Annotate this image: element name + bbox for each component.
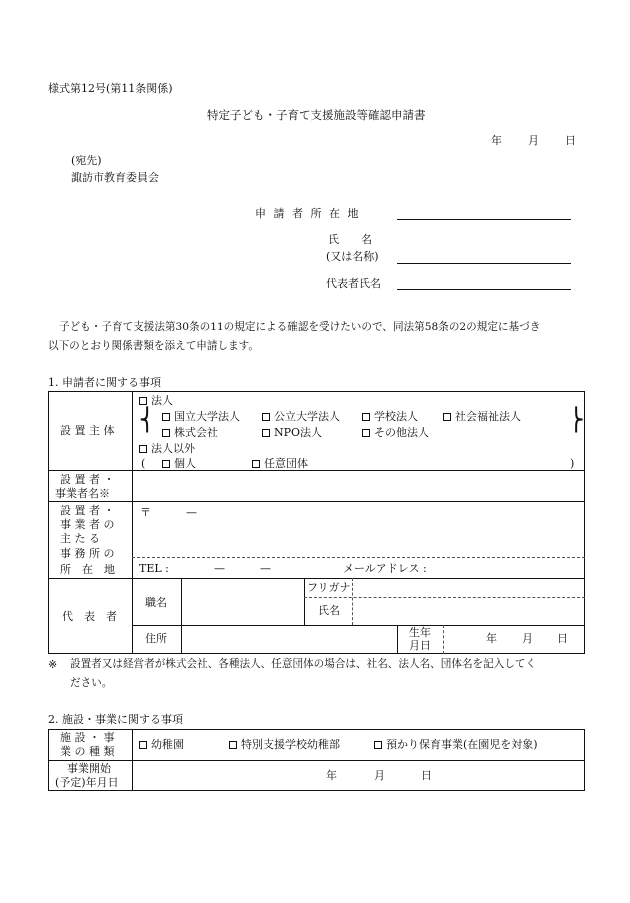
applicant-address-label: 申 請 者 所 在 地 (255, 207, 361, 220)
date-year: 年 (491, 134, 502, 147)
tel-dash-2: — (260, 562, 271, 575)
postal-mark-icon: 〒 (140, 506, 151, 519)
position-field[interactable] (183, 580, 302, 623)
corp-opt2[interactable]: 公立大学法人 (262, 411, 340, 422)
date-month: 月 (528, 134, 539, 147)
office-label-1: 設 置 者 ・ (60, 504, 115, 517)
intro-line-1: 子ども・子育て支援法第30条の11の規定による確認を受けたいので、同法第58条の2の規定に基づき (59, 321, 541, 333)
operator-name-label-2: 事業者名※ (55, 487, 110, 500)
checkbox-icon[interactable] (262, 429, 270, 437)
email-label: メールアドレス : (343, 562, 427, 575)
right-paren-icon: ) (570, 457, 575, 470)
tel-dash-1: — (214, 562, 225, 575)
checkbox-icon[interactable] (162, 429, 170, 437)
office-label-3: 主 た る (60, 532, 100, 545)
postal-dash: — (186, 506, 197, 519)
section1-label-col (132, 391, 133, 654)
note-mark: ※ (48, 658, 58, 671)
intro-line-2: 以下のとおり関係書類を添えて申請します。 (48, 340, 260, 352)
checkbox-icon[interactable] (374, 741, 382, 749)
note-line-2: ださい。 (70, 677, 113, 689)
birth-year: 年 (486, 632, 497, 645)
note-line-1: 設置者又は経営者が株式会社、各種法人、任意団体の場合は、社名、法人名、団体名を記入してく (70, 658, 537, 670)
type-opt3[interactable]: 預かり保育事業(在園児を対象) (374, 739, 538, 750)
addressee-label: (宛先) (71, 154, 102, 167)
corp-opt6[interactable]: NPO法人 (262, 427, 322, 438)
checkbox-icon[interactable] (262, 413, 270, 421)
noncorp-option[interactable]: 法人以外 (139, 443, 195, 454)
rep-name-field[interactable] (354, 599, 583, 623)
tel-label: TEL : (139, 562, 169, 575)
noncorp-opt1[interactable]: 個人 (162, 458, 196, 469)
applicant-rep-label: 代表者氏名 (326, 277, 381, 290)
applicant-address-line[interactable] (397, 219, 571, 220)
checkbox-icon[interactable] (229, 741, 237, 749)
birth-month: 月 (522, 632, 533, 645)
applicant-name-line[interactable] (397, 263, 571, 264)
birth-label-2: 月日 (409, 639, 431, 652)
noncorp-opt2[interactable]: 任意団体 (252, 458, 308, 469)
office-address-field[interactable] (134, 520, 583, 555)
applicant-rep-line[interactable] (397, 289, 571, 290)
checkbox-icon[interactable] (252, 460, 260, 468)
left-bracket-icon: ⎨ (139, 408, 156, 433)
corp-opt3[interactable]: 学校法人 (362, 411, 418, 422)
applicant-name-label: 氏 名 (328, 233, 372, 246)
rep-address-field[interactable] (183, 627, 395, 652)
operator-name-label-1: 設 置 者 ・ (60, 473, 115, 486)
checkbox-icon[interactable] (139, 397, 147, 405)
start-date-label-2: (予定)年月日 (55, 776, 119, 789)
date-day: 日 (565, 134, 576, 147)
checkbox-icon[interactable] (443, 413, 451, 421)
start-day: 日 (421, 769, 432, 782)
checkbox-icon[interactable] (139, 741, 147, 749)
birth-day: 日 (557, 632, 568, 645)
facility-type-label-1: 施 設 ・ 事 (60, 731, 115, 744)
furigana-label: フリガナ (307, 581, 351, 594)
birth-label-1: 生年 (409, 626, 431, 639)
addressee: 諏訪市教育委員会 (71, 171, 159, 184)
start-date-label-1: 事業開始 (67, 762, 111, 775)
founder-label: 設 置 主 体 (60, 424, 115, 437)
furigana-field[interactable] (354, 580, 583, 595)
facility-type-label-2: 業 の 種 類 (60, 745, 115, 758)
office-label-4: 事 務 所 の (60, 547, 115, 560)
corp-opt1[interactable]: 国立大学法人 (162, 411, 240, 422)
operator-name-field[interactable] (134, 472, 583, 499)
type-opt2[interactable]: 特別支援学校幼稚部 (229, 739, 340, 750)
checkbox-icon[interactable] (362, 429, 370, 437)
type-opt1[interactable]: 幼稚園 (139, 739, 184, 750)
start-year: 年 (326, 769, 337, 782)
applicant-name-alt-label: (又は名称) (326, 250, 379, 263)
left-paren-icon: ( (141, 457, 146, 470)
checkbox-icon[interactable] (162, 460, 170, 468)
office-label-5: 所 在 地 (60, 563, 115, 576)
checkbox-icon[interactable] (362, 413, 370, 421)
position-label: 職名 (145, 596, 167, 609)
page-title: 特定子ども・子育て支援施設等確認申請書 (207, 108, 426, 122)
address-label: 住所 (145, 632, 167, 645)
checkbox-icon[interactable] (162, 413, 170, 421)
corp-opt5[interactable]: 株式会社 (162, 427, 218, 438)
office-label-2: 事 業 者 の (60, 518, 115, 531)
representative-label: 代 表 者 (62, 610, 117, 623)
corp-opt4[interactable]: 社会福祉法人 (443, 411, 521, 422)
form-number: 様式第12号(第11条関係) (48, 82, 173, 95)
rep-name-label: 氏名 (318, 604, 340, 617)
section2-heading: 2. 施設・事業に関する事項 (48, 713, 183, 726)
corp-opt7[interactable]: その他法人 (362, 427, 429, 438)
section1-heading: 1. 申請者に関する事項 (48, 376, 161, 389)
checkbox-icon[interactable] (139, 445, 147, 453)
right-bracket-icon: ⎬ (568, 408, 585, 433)
corp-option[interactable]: 法人 (139, 395, 173, 406)
start-month: 月 (374, 769, 385, 782)
